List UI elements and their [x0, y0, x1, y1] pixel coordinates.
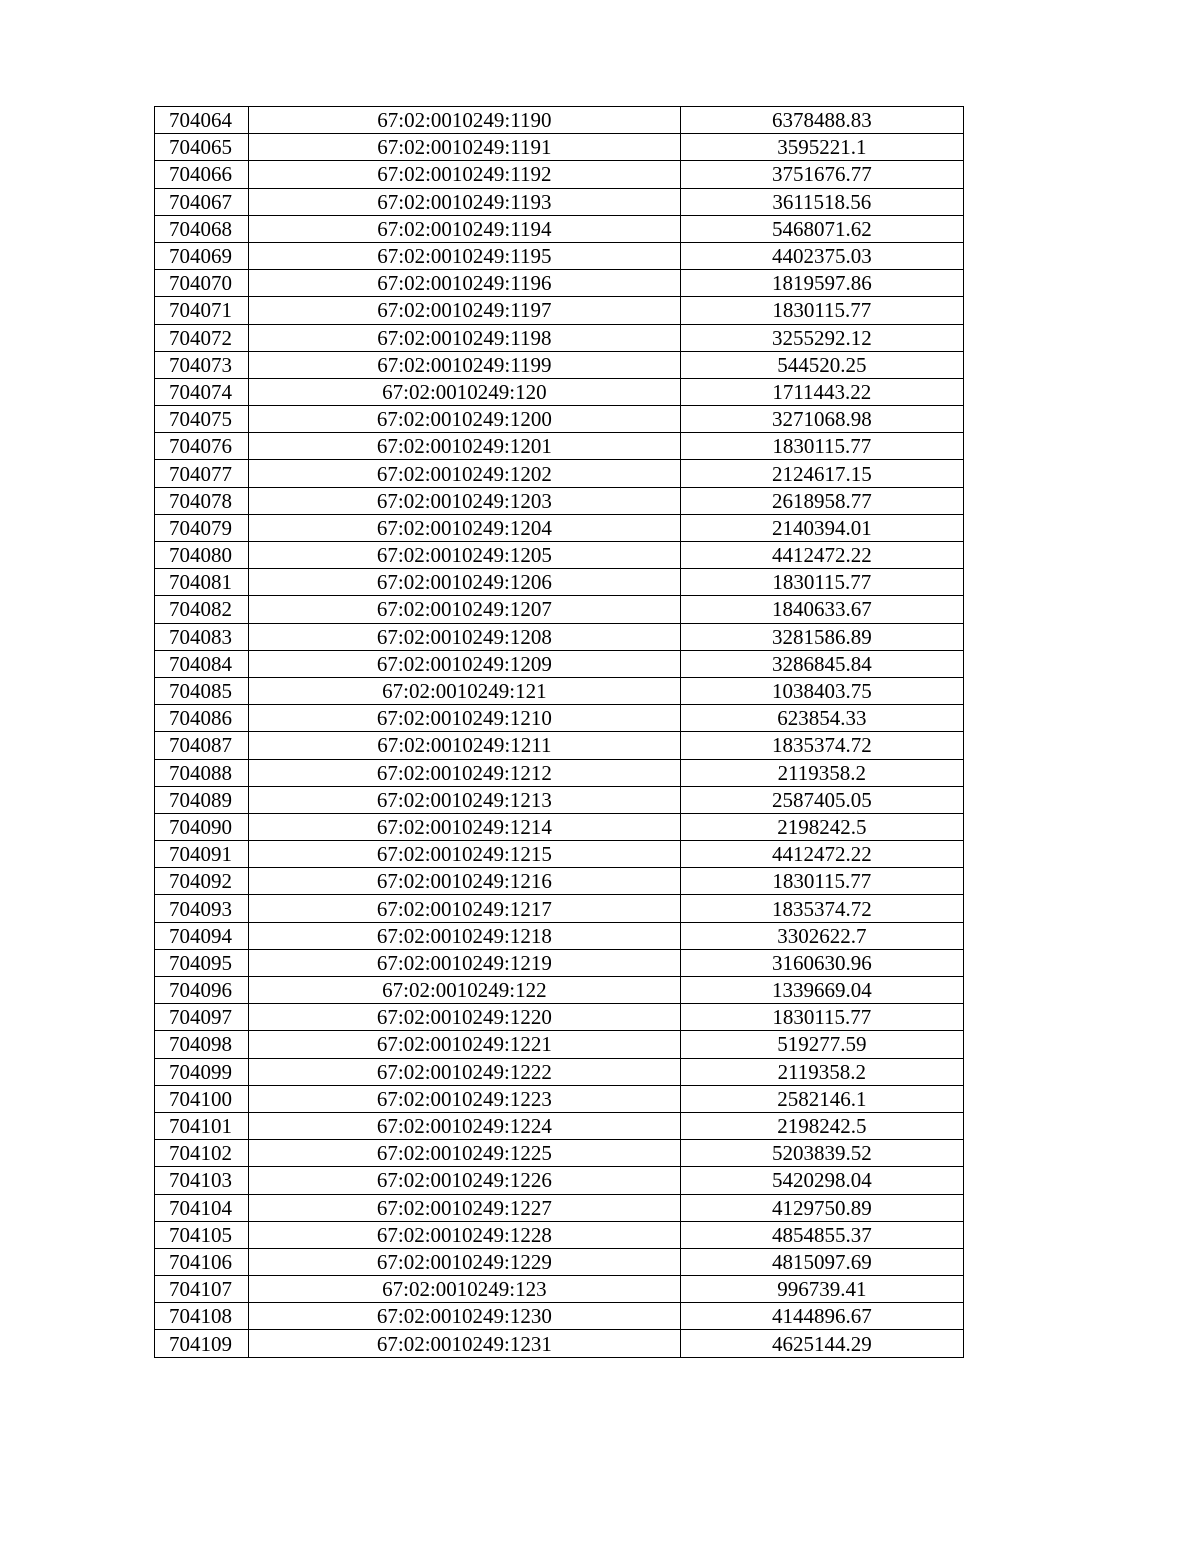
- table-row: [155, 270, 964, 297]
- table-row: [155, 242, 964, 269]
- cadastral-value-cell: 1830115.77: [680, 433, 963, 460]
- row-number-cell: 704097: [155, 1004, 249, 1031]
- cadastral-number-cell: 67:02:0010249:1203: [249, 487, 681, 514]
- cadastral-number-cell: 67:02:0010249:1223: [249, 1085, 681, 1112]
- row-number-cell: 704094: [155, 922, 249, 949]
- cadastral-value-cell: 4144896.67: [680, 1303, 963, 1330]
- table-row: [155, 623, 964, 650]
- cadastral-value-cell: 2124617.15: [680, 460, 963, 487]
- cadastral-value-cell: 3255292.12: [680, 324, 963, 351]
- cadastral-number-cell: 67:02:0010249:1214: [249, 813, 681, 840]
- cadastral-number-cell: 67:02:0010249:1228: [249, 1221, 681, 1248]
- row-number-cell: 704072: [155, 324, 249, 351]
- table-row: [155, 1031, 964, 1058]
- cadastral-number-cell: 67:02:0010249:1224: [249, 1112, 681, 1139]
- cadastral-number-cell: 67:02:0010249:1206: [249, 569, 681, 596]
- table-row: [155, 215, 964, 242]
- table-row: [155, 107, 964, 134]
- cadastral-number-cell: 67:02:0010249:1225: [249, 1140, 681, 1167]
- cadastral-number-cell: 67:02:0010249:1227: [249, 1194, 681, 1221]
- row-number-cell: 704101: [155, 1112, 249, 1139]
- cadastral-value-cell: 3286845.84: [680, 650, 963, 677]
- row-number-cell: 704106: [155, 1248, 249, 1275]
- cadastral-number-cell: 67:02:0010249:1215: [249, 841, 681, 868]
- cadastral-value-cell: 1339669.04: [680, 977, 963, 1004]
- cadastral-number-cell: 67:02:0010249:1197: [249, 297, 681, 324]
- row-number-cell: 704078: [155, 487, 249, 514]
- row-number-cell: 704100: [155, 1085, 249, 1112]
- row-number-cell: 704087: [155, 732, 249, 759]
- table-row: [155, 732, 964, 759]
- table-row: [155, 514, 964, 541]
- cadastral-number-cell: 67:02:0010249:121: [249, 677, 681, 704]
- cadastral-value-cell: 623854.33: [680, 705, 963, 732]
- cadastral-value-cell: 1840633.67: [680, 596, 963, 623]
- table-row: [155, 1004, 964, 1031]
- cadastral-number-cell: 67:02:0010249:1216: [249, 868, 681, 895]
- cadastral-value-cell: 3611518.56: [680, 188, 963, 215]
- cadastral-number-cell: 67:02:0010249:1222: [249, 1058, 681, 1085]
- row-number-cell: 704080: [155, 542, 249, 569]
- cadastral-value-cell: 4412472.22: [680, 841, 963, 868]
- table-row: [155, 378, 964, 405]
- row-number-cell: 704073: [155, 351, 249, 378]
- table-row: [155, 1085, 964, 1112]
- cadastral-value-cell: 4854855.37: [680, 1221, 963, 1248]
- cadastral-number-cell: 67:02:0010249:1190: [249, 107, 681, 134]
- row-number-cell: 704065: [155, 134, 249, 161]
- cadastral-value-cell: 4412472.22: [680, 542, 963, 569]
- table-row: [155, 841, 964, 868]
- cadastral-value-cell: 2198242.5: [680, 1112, 963, 1139]
- table-row: [155, 542, 964, 569]
- table-row: [155, 596, 964, 623]
- cadastral-value-cell: 1835374.72: [680, 732, 963, 759]
- cadastral-value-cell: 3302622.7: [680, 922, 963, 949]
- cadastral-number-cell: 67:02:0010249:1218: [249, 922, 681, 949]
- row-number-cell: 704083: [155, 623, 249, 650]
- table-row: [155, 1303, 964, 1330]
- table-body: [155, 107, 964, 1358]
- cadastral-number-cell: 67:02:0010249:1199: [249, 351, 681, 378]
- cadastral-value-cell: 1819597.86: [680, 270, 963, 297]
- row-number-cell: 704071: [155, 297, 249, 324]
- cadastral-number-cell: 67:02:0010249:1194: [249, 215, 681, 242]
- cadastral-number-cell: 67:02:0010249:1213: [249, 786, 681, 813]
- row-number-cell: 704108: [155, 1303, 249, 1330]
- row-number-cell: 704076: [155, 433, 249, 460]
- cadastral-number-cell: 67:02:0010249:1204: [249, 514, 681, 541]
- row-number-cell: 704084: [155, 650, 249, 677]
- table-row: [155, 406, 964, 433]
- cadastral-value-cell: 1830115.77: [680, 1004, 963, 1031]
- row-number-cell: 704107: [155, 1276, 249, 1303]
- row-number-cell: 704066: [155, 161, 249, 188]
- cadastral-number-cell: 67:02:0010249:1230: [249, 1303, 681, 1330]
- cadastral-number-cell: 67:02:0010249:1205: [249, 542, 681, 569]
- table-row: [155, 705, 964, 732]
- row-number-cell: 704064: [155, 107, 249, 134]
- cadastral-value-cell: 2119358.2: [680, 759, 963, 786]
- row-number-cell: 704067: [155, 188, 249, 215]
- table-row: [155, 949, 964, 976]
- cadastral-value-cell: 5203839.52: [680, 1140, 963, 1167]
- row-number-cell: 704093: [155, 895, 249, 922]
- cadastral-value-cell: 5420298.04: [680, 1167, 963, 1194]
- row-number-cell: 704070: [155, 270, 249, 297]
- cadastral-value-cell: 2119358.2: [680, 1058, 963, 1085]
- row-number-cell: 704104: [155, 1194, 249, 1221]
- row-number-cell: 704109: [155, 1330, 249, 1357]
- cadastral-number-cell: 67:02:0010249:1217: [249, 895, 681, 922]
- cadastral-number-cell: 67:02:0010249:1212: [249, 759, 681, 786]
- cadastral-number-cell: 67:02:0010249:1211: [249, 732, 681, 759]
- table-row: [155, 922, 964, 949]
- cadastral-value-cell: 2198242.5: [680, 813, 963, 840]
- table-row: [155, 297, 964, 324]
- table-row: [155, 487, 964, 514]
- cadastral-number-cell: 67:02:0010249:1191: [249, 134, 681, 161]
- cadastral-number-cell: 67:02:0010249:1226: [249, 1167, 681, 1194]
- cadastral-value-cell: 2587405.05: [680, 786, 963, 813]
- cadastral-number-cell: 67:02:0010249:1202: [249, 460, 681, 487]
- table-row: [155, 1330, 964, 1357]
- table-row: [155, 161, 964, 188]
- cadastral-value-cell: 3160630.96: [680, 949, 963, 976]
- cadastral-number-cell: 67:02:0010249:1200: [249, 406, 681, 433]
- table-row: [155, 134, 964, 161]
- row-number-cell: 704095: [155, 949, 249, 976]
- cadastral-value-cell: 5468071.62: [680, 215, 963, 242]
- cadastral-number-cell: 67:02:0010249:1196: [249, 270, 681, 297]
- row-number-cell: 704098: [155, 1031, 249, 1058]
- table-row: [155, 569, 964, 596]
- table-row: [155, 650, 964, 677]
- row-number-cell: 704077: [155, 460, 249, 487]
- cadastral-value-cell: 4625144.29: [680, 1330, 963, 1357]
- table-row: [155, 351, 964, 378]
- cadastral-number-cell: 67:02:0010249:120: [249, 378, 681, 405]
- cadastral-value-cell: 4402375.03: [680, 242, 963, 269]
- row-number-cell: 704068: [155, 215, 249, 242]
- cadastral-value-cell: 544520.25: [680, 351, 963, 378]
- cadastral-value-cell: 1830115.77: [680, 569, 963, 596]
- cadastral-value-cell: 1830115.77: [680, 868, 963, 895]
- cadastral-value-cell: 3595221.1: [680, 134, 963, 161]
- cadastral-value-cell: 2618958.77: [680, 487, 963, 514]
- cadastral-number-cell: 67:02:0010249:1193: [249, 188, 681, 215]
- cadastral-value-cell: 1038403.75: [680, 677, 963, 704]
- cadastral-value-cell: 1835374.72: [680, 895, 963, 922]
- cadastral-number-cell: 67:02:0010249:1195: [249, 242, 681, 269]
- cadastral-value-cell: 6378488.83: [680, 107, 963, 134]
- row-number-cell: 704074: [155, 378, 249, 405]
- cadastral-number-cell: 67:02:0010249:1208: [249, 623, 681, 650]
- cadastral-value-cell: 2582146.1: [680, 1085, 963, 1112]
- row-number-cell: 704085: [155, 677, 249, 704]
- row-number-cell: 704091: [155, 841, 249, 868]
- table-row: [155, 1140, 964, 1167]
- row-number-cell: 704096: [155, 977, 249, 1004]
- table-row: [155, 1194, 964, 1221]
- cadastral-number-cell: 67:02:0010249:1207: [249, 596, 681, 623]
- cadastral-number-cell: 67:02:0010249:122: [249, 977, 681, 1004]
- cadastral-number-cell: 67:02:0010249:1231: [249, 1330, 681, 1357]
- cadastral-number-cell: 67:02:0010249:1229: [249, 1248, 681, 1275]
- table-row: [155, 188, 964, 215]
- table-row: [155, 1167, 964, 1194]
- cadastral-number-cell: 67:02:0010249:1192: [249, 161, 681, 188]
- cadastral-number-cell: 67:02:0010249:1220: [249, 1004, 681, 1031]
- cadastral-value-cell: 996739.41: [680, 1276, 963, 1303]
- table-row: [155, 677, 964, 704]
- row-number-cell: 704103: [155, 1167, 249, 1194]
- cadastral-value-cell: 1711443.22: [680, 378, 963, 405]
- table-row: [155, 759, 964, 786]
- cadastral-number-cell: 67:02:0010249:1201: [249, 433, 681, 460]
- row-number-cell: 704099: [155, 1058, 249, 1085]
- cadastral-value-cell: 3281586.89: [680, 623, 963, 650]
- cadastral-value-cell: 519277.59: [680, 1031, 963, 1058]
- table-row: [155, 868, 964, 895]
- row-number-cell: 704069: [155, 242, 249, 269]
- table-row: [155, 324, 964, 351]
- row-number-cell: 704082: [155, 596, 249, 623]
- cadastral-value-cell: 1830115.77: [680, 297, 963, 324]
- cadastral-number-cell: 67:02:0010249:1198: [249, 324, 681, 351]
- cadastral-value-cell: 3271068.98: [680, 406, 963, 433]
- cadastral-number-cell: 67:02:0010249:1210: [249, 705, 681, 732]
- row-number-cell: 704089: [155, 786, 249, 813]
- table-row: [155, 895, 964, 922]
- table-row: [155, 786, 964, 813]
- cadastral-value-cell: 3751676.77: [680, 161, 963, 188]
- row-number-cell: 704081: [155, 569, 249, 596]
- cadastral-number-cell: 67:02:0010249:1209: [249, 650, 681, 677]
- row-number-cell: 704102: [155, 1140, 249, 1167]
- table-row: [155, 1276, 964, 1303]
- table-row: [155, 433, 964, 460]
- row-number-cell: 704105: [155, 1221, 249, 1248]
- table-row: [155, 1221, 964, 1248]
- cadastral-value-cell: 4815097.69: [680, 1248, 963, 1275]
- table-row: [155, 977, 964, 1004]
- table-row: [155, 1248, 964, 1275]
- table-row: [155, 1112, 964, 1139]
- table-row: [155, 1058, 964, 1085]
- row-number-cell: 704075: [155, 406, 249, 433]
- cadastral-number-cell: 67:02:0010249:123: [249, 1276, 681, 1303]
- table-row: [155, 813, 964, 840]
- row-number-cell: 704088: [155, 759, 249, 786]
- cadastral-value-cell: 4129750.89: [680, 1194, 963, 1221]
- cadastral-value-table: [154, 106, 964, 1358]
- row-number-cell: 704090: [155, 813, 249, 840]
- cadastral-number-cell: 67:02:0010249:1219: [249, 949, 681, 976]
- row-number-cell: 704086: [155, 705, 249, 732]
- table-row: [155, 460, 964, 487]
- cadastral-number-cell: 67:02:0010249:1221: [249, 1031, 681, 1058]
- cadastral-value-cell: 2140394.01: [680, 514, 963, 541]
- row-number-cell: 704079: [155, 514, 249, 541]
- row-number-cell: 704092: [155, 868, 249, 895]
